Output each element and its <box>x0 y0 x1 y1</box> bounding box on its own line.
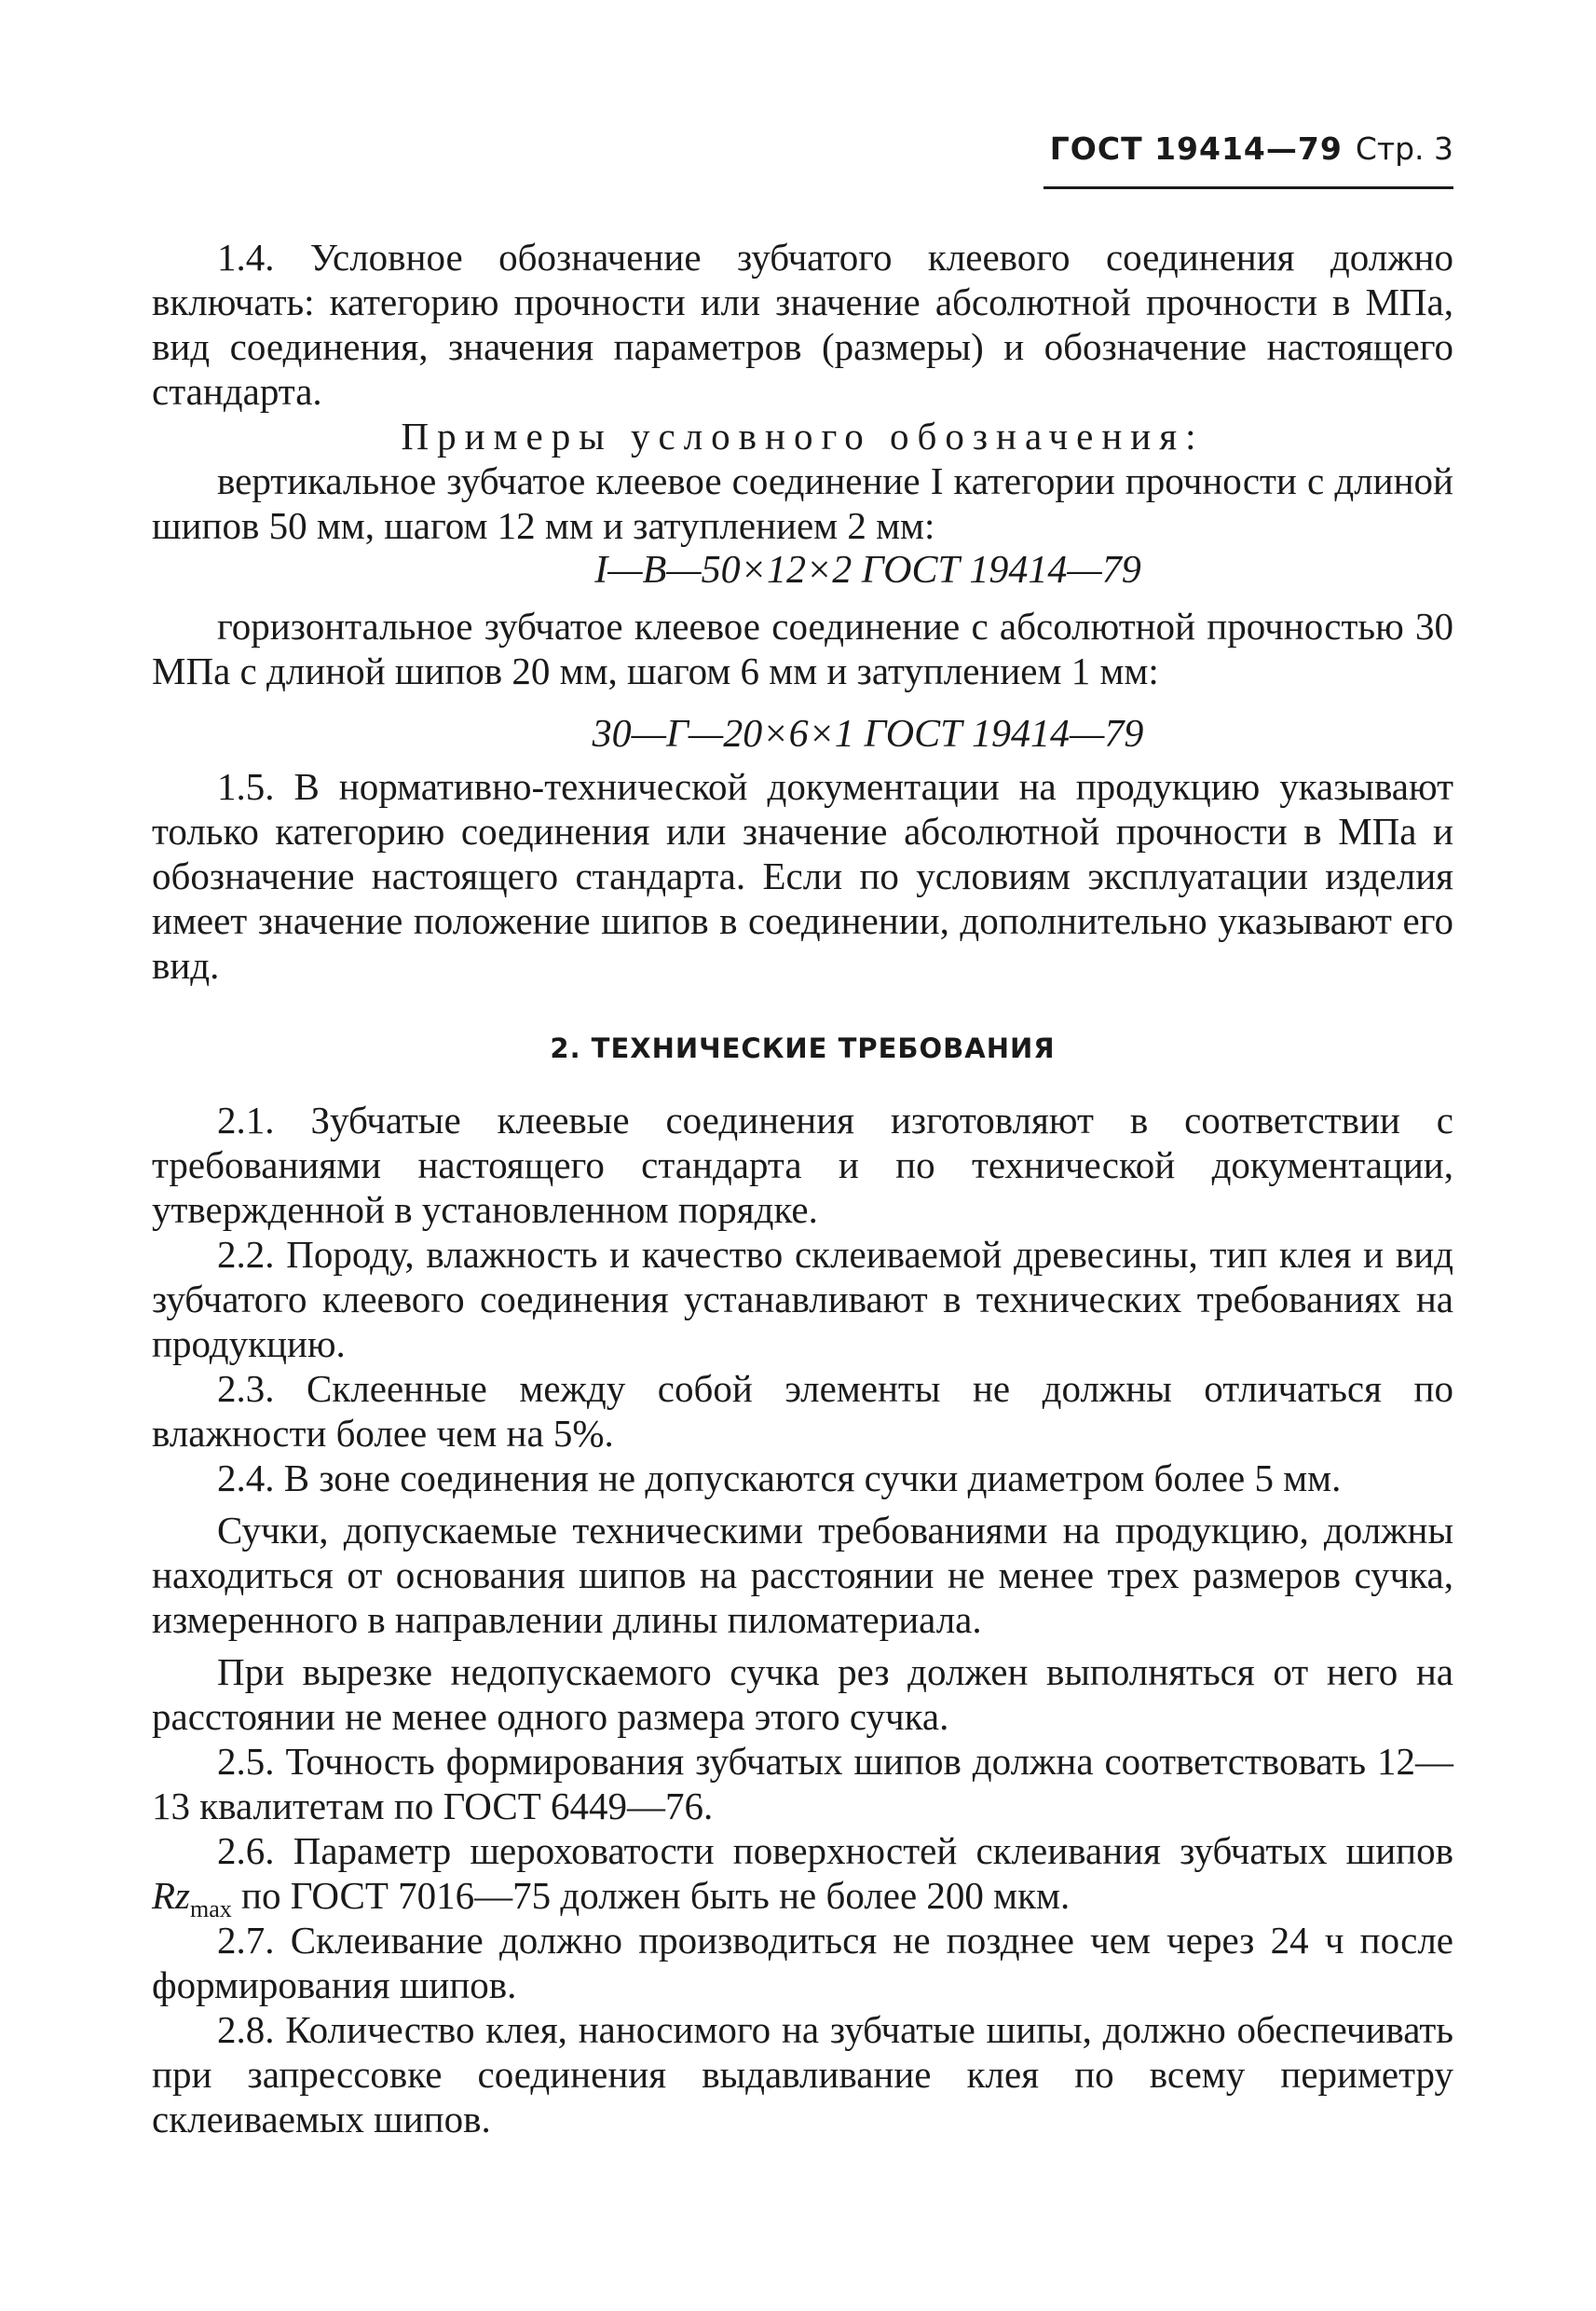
example-1-description: вертикальное зубчатое клеевое соединение I категории прочности с длиной шипов 50 мм, шагом 12 мм и затуплением 2 мм: <box>152 459 1453 547</box>
section-2-title: 2. ТЕХНИЧЕСКИЕ ТРЕБОВАНИЯ <box>550 1032 1056 1064</box>
clause-2-3: 2.3. Склеенные между собой элементы не должны отличаться по влажности более чем на 5%. <box>152 1367 1453 1455</box>
clause-2-4: 2.4. В зоне соединения не допускаются сучки диаметром более 5 мм. <box>217 1456 1342 1499</box>
page-number: Стр. 3 <box>1355 130 1453 167</box>
example-2-description: горизонтальное зубчатое клеевое соединение с абсолютной прочностью 30 МПа с длиной шипов 20 мм, шагом 6 мм и затуплением 1 мм: <box>152 605 1453 692</box>
page-header <box>1044 130 1453 189</box>
clause-1-5: 1.5. В нормативно-технической документации на продукцию указывают только категорию соединения или значение абсолютной прочности в МПа и обозначение настоящего стандарта. Если по условиям эксплуатации изделия имеет значение положение шипов в соединении, дополнительно указывают его вид. <box>152 765 1453 987</box>
clause-2-6-text-before: 2.6. Параметр шероховатости поверхностей склеивания зубчатых шипов <box>217 1829 1453 1872</box>
clause-2-6-text-after: по ГОСТ 7016—75 должен быть не более 200 мкм. <box>231 1874 1071 1917</box>
clause-2-7: 2.7. Склеивание должно производиться не позднее чем через 24 ч после формирования шипов. <box>152 1919 1453 2006</box>
examples-heading: Примеры условного обозначения: <box>401 415 1205 458</box>
clause-2-1: 2.1. Зубчатые клеевые соединения изготовляют в соответствии с требованиями настоящего стандарта и по технической документации, утвержденной в установленном порядке. <box>152 1099 1453 1231</box>
clause-2-5: 2.5. Точность формирования зубчатых шипов должна соответствовать 12—13 квалитетам по ГОСТ 6449—76. <box>152 1740 1453 1827</box>
section-2-block <box>152 1098 1453 2141</box>
example-1-designation: I—В—50×12×2 ГОСТ 19414—79 <box>594 549 1141 592</box>
clause-2-8: 2.8. Количество клея, наносимого на зубчатые шипы, должно обеспечивать при запрессовке соединения выдавливание клея по всему периметру склеиваемых шипов. <box>152 2008 1453 2140</box>
roughness-symbol: Rz <box>152 1874 190 1917</box>
clause-2-6 <box>152 1828 1453 1923</box>
clause-2-4-cutting: При вырезке недопускаемого сучка рез должен выполняться от него на расстоянии не менее одного размера этого сучка. <box>152 1650 1453 1738</box>
example-2-designation: 30—Г—20×6×1 ГОСТ 19414—79 <box>592 713 1144 756</box>
clause-2-4-knots: Сучки, допускаемые техническими требованиями на продукцию, должны находиться от основания шипов на расстоянии не менее трех размеров сучка, измеренного в направлении длины пиломатериала. <box>152 1509 1453 1641</box>
clause-1-4: 1.4. Условное обозначение зубчатого клеевого соединения должно включать: категорию прочности или значение абсолютной прочности в МПа, вид соединения, значения параметров (размеры) и обозначение настоящего стандарта. <box>152 236 1453 413</box>
standard-number: ГОСТ 19414—79 <box>1049 130 1343 167</box>
section-1-block <box>152 235 1453 988</box>
clause-2-2: 2.2. Породу, влажность и качество склеиваемой древесины, тип клея и вид зубчатого клеевого соединения устанавливают в технических требованиях на продукцию. <box>152 1233 1453 1365</box>
roughness-subscript: max <box>190 1895 232 1923</box>
